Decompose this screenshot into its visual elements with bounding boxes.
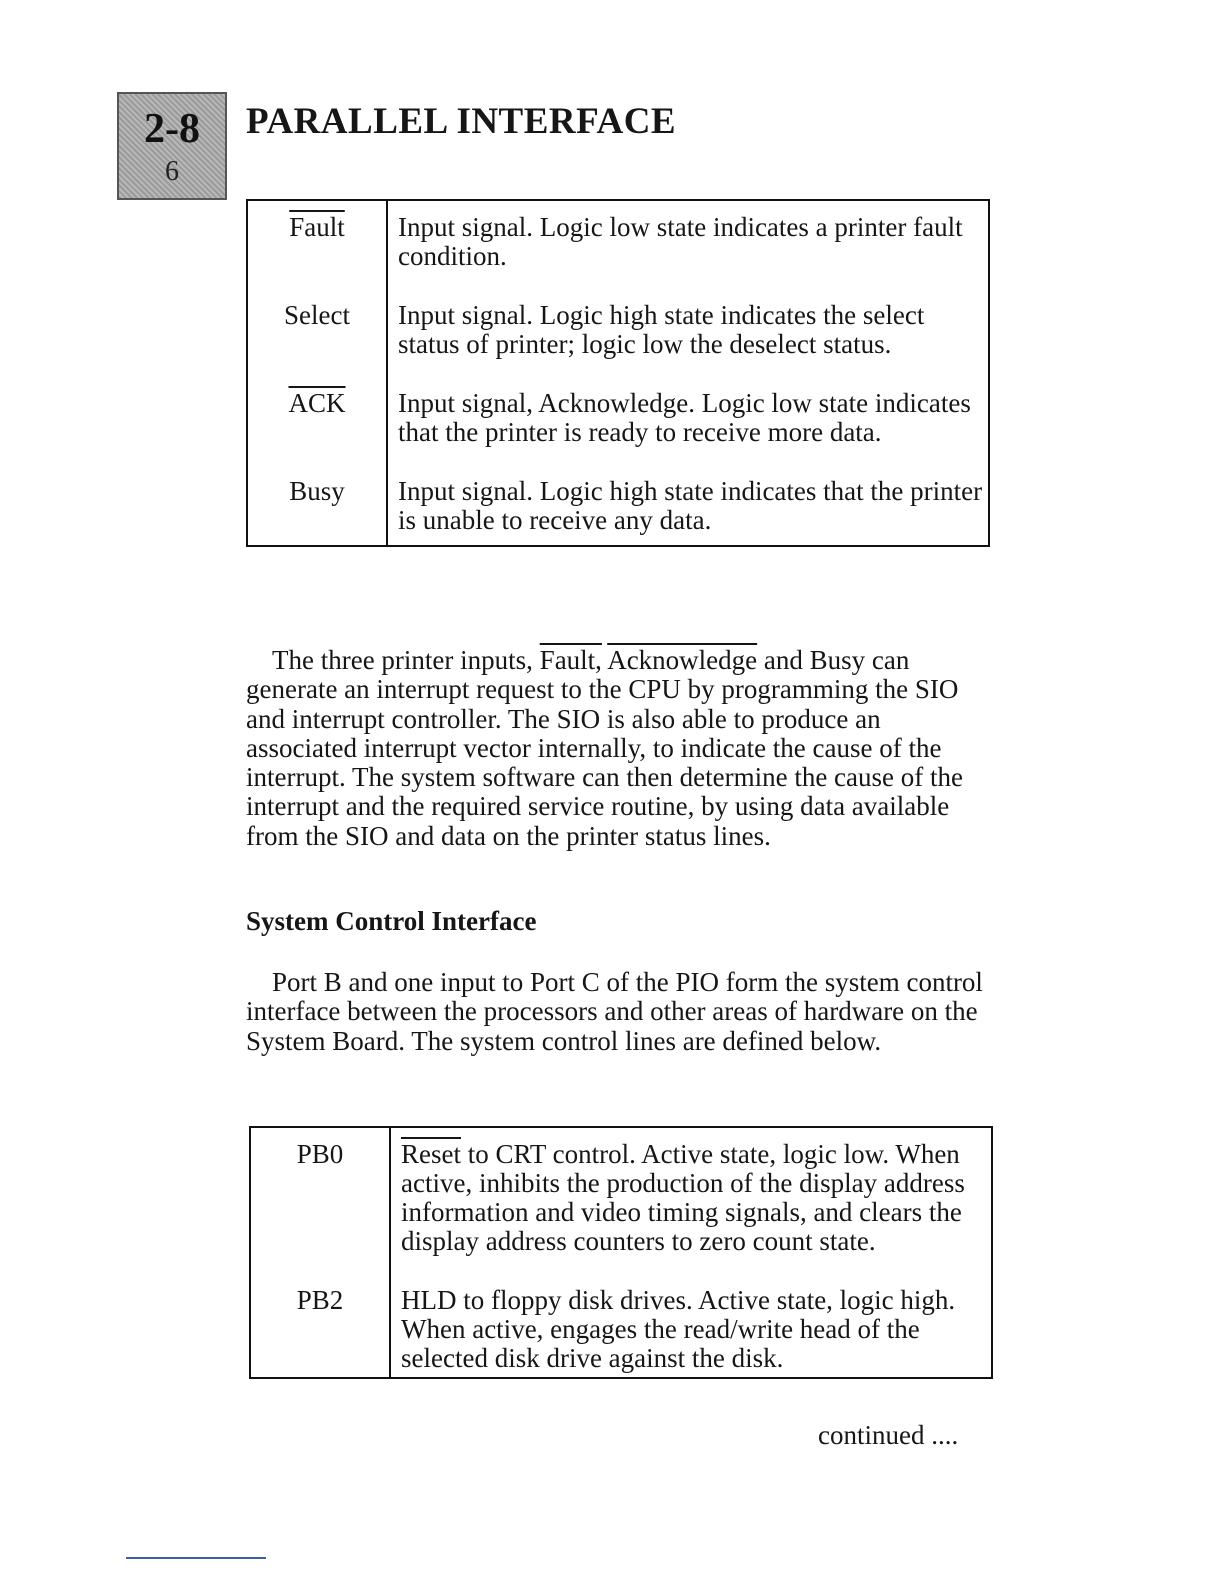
line-description: to CRT control. Active state, logic low. When active, inhibits the production of the display address information and video timing signals, and clears the display address counters to zero count state.	[401, 1139, 965, 1256]
line-name-pb2: PB2	[250, 1286, 390, 1378]
printer-signals-table	[246, 199, 990, 547]
signal-description: Input signal. Logic high state indicates the select status of printer; logic low the deselect status.	[398, 300, 925, 359]
control-lines-table	[249, 1126, 993, 1379]
table-row	[250, 1286, 992, 1378]
reset-overline-text: Reset	[401, 1139, 461, 1169]
system-control-paragraph: Port B and one input to Port C of the PIO form the system control interface between the processors and other areas of hardware on the System Board. The system control lines are defined below.	[246, 967, 983, 1056]
footer-rule	[126, 1557, 266, 1559]
page-number: 6	[165, 156, 179, 187]
line-description: HLD to floppy disk drives. Active state, logic high. When active, engages the read/write head of the selected disk drive against the disk.	[401, 1285, 956, 1373]
section-number: 2-8	[144, 106, 200, 152]
fault-overline-text: Fault,	[539, 645, 602, 675]
section-badge	[117, 92, 227, 200]
signal-description: Input signal, Acknowledge. Logic low state indicates that the printer is ready to receive more data.	[398, 388, 971, 447]
signal-name-fault: Fault	[289, 212, 345, 242]
signal-description: Input signal. Logic low state indicates a printer fault condition.	[398, 212, 963, 271]
signal-description: Input signal. Logic high state indicates that the printer is unable to receive any data.	[398, 476, 983, 535]
signal-name-select: Select	[284, 300, 350, 330]
table-row	[250, 1127, 992, 1286]
table-row	[247, 301, 989, 389]
table-row	[247, 477, 989, 546]
page-title: PARALLEL INTERFACE	[246, 101, 677, 142]
section-subheading: System Control Interface	[246, 906, 537, 936]
line-name-pb0: PB0	[250, 1127, 390, 1286]
acknowledge-overline-text: Acknowledge	[607, 645, 758, 675]
table-row	[247, 200, 989, 301]
continued-note: continued ....	[818, 1420, 959, 1450]
table-row	[247, 389, 989, 477]
interrupt-paragraph: The three printer inputs, Fault, Acknowledge and Busy can generate an interrupt request to the CPU by programming the SIO and interrupt controller. The SIO is also able to produce an associated interrupt vector internally, to indicate the cause of the interrupt. The system software can then determine the cause of the interrupt and the required service routine, by using data available from the SIO and data on the printer status lines.	[246, 645, 963, 851]
signal-name-ack: $\overline{ACK}$	[288, 388, 346, 418]
signal-name-busy: Busy	[289, 476, 345, 506]
